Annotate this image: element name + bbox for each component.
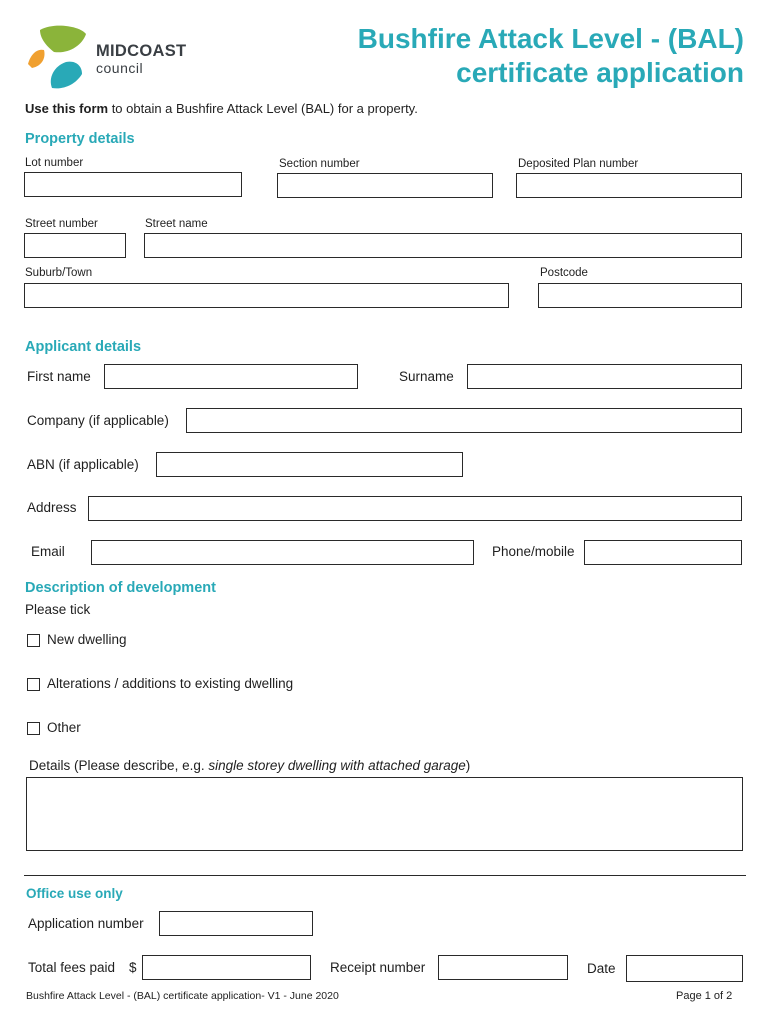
company-label: Company (if applicable) (27, 413, 169, 428)
alterations-label: Alterations / additions to existing dwelling (47, 676, 294, 691)
alterations-checkbox[interactable] (27, 678, 40, 691)
first-name-field[interactable] (104, 364, 358, 389)
new-dwelling-checkbox[interactable] (27, 634, 40, 647)
deposited-plan-field[interactable] (516, 173, 742, 198)
section-number-label: Section number (279, 158, 360, 170)
suburb-label: Suburb/Town (25, 267, 93, 279)
first-name-label: First name (27, 369, 91, 384)
street-number-label: Street number (25, 218, 98, 230)
address-field[interactable] (88, 496, 742, 521)
details-prefix: Details (Please describe, e.g. (29, 758, 209, 773)
intro-bold: Use this form (25, 101, 109, 116)
lot-number-field[interactable] (24, 172, 242, 197)
surname-label: Surname (399, 369, 454, 384)
details-suffix: ) (465, 758, 471, 773)
postcode-field[interactable] (538, 283, 742, 308)
intro-rest: to obtain a Bushfire Attack Level (BAL) for a property. (108, 101, 418, 116)
please-tick-label: Please tick (25, 602, 91, 617)
details-label (29, 758, 470, 773)
currency-symbol: $ (129, 960, 137, 975)
other-checkbox[interactable] (27, 722, 40, 735)
application-number-label: Application number (28, 916, 144, 931)
address-label: Address (27, 500, 77, 515)
total-fees-field[interactable] (142, 955, 311, 980)
receipt-number-label: Receipt number (330, 960, 426, 975)
intro-text (25, 101, 418, 116)
suburb-field[interactable] (24, 283, 509, 308)
page-title-line1: Bushfire Attack Level - (BAL) (357, 23, 744, 54)
office-divider (24, 875, 746, 876)
total-fees-label: Total fees paid (28, 960, 116, 975)
footer-page-number: Page 1 of 2 (676, 990, 733, 1002)
street-name-label: Street name (145, 218, 208, 230)
company-field[interactable] (186, 408, 742, 433)
date-label: Date (587, 961, 616, 976)
street-number-field[interactable] (24, 233, 126, 258)
deposited-plan-label: Deposited Plan number (518, 158, 639, 170)
phone-field[interactable] (584, 540, 742, 565)
logo-subword: council (96, 60, 144, 76)
other-label: Other (47, 720, 81, 735)
application-number-field[interactable] (159, 911, 313, 936)
council-logo (24, 24, 94, 94)
footer-doc-title: Bushfire Attack Level - (BAL) certificate application- V1 - June 2020 (26, 990, 339, 1002)
lot-number-label: Lot number (25, 157, 84, 169)
street-name-field[interactable] (144, 233, 742, 258)
abn-label: ABN (if applicable) (27, 457, 139, 472)
section-number-field[interactable] (277, 173, 493, 198)
date-field[interactable] (626, 955, 743, 982)
section-description: Description of development (25, 580, 216, 596)
postcode-label: Postcode (540, 267, 588, 279)
surname-field[interactable] (467, 364, 742, 389)
details-textarea[interactable] (26, 777, 743, 851)
email-label: Email (31, 544, 65, 559)
section-property-details: Property details (25, 131, 135, 147)
new-dwelling-label: New dwelling (47, 632, 127, 647)
abn-field[interactable] (156, 452, 463, 477)
logo-mark-icon (24, 24, 94, 94)
receipt-number-field[interactable] (438, 955, 568, 980)
page-title-line2: certificate application (456, 57, 744, 88)
email-field[interactable] (91, 540, 474, 565)
details-example: single storey dwelling with attached garage (208, 758, 466, 773)
phone-label: Phone/mobile (492, 544, 575, 559)
section-office-use: Office use only (26, 886, 123, 901)
logo-wordmark: MIDCOAST (96, 42, 187, 60)
section-applicant-details: Applicant details (25, 339, 142, 355)
